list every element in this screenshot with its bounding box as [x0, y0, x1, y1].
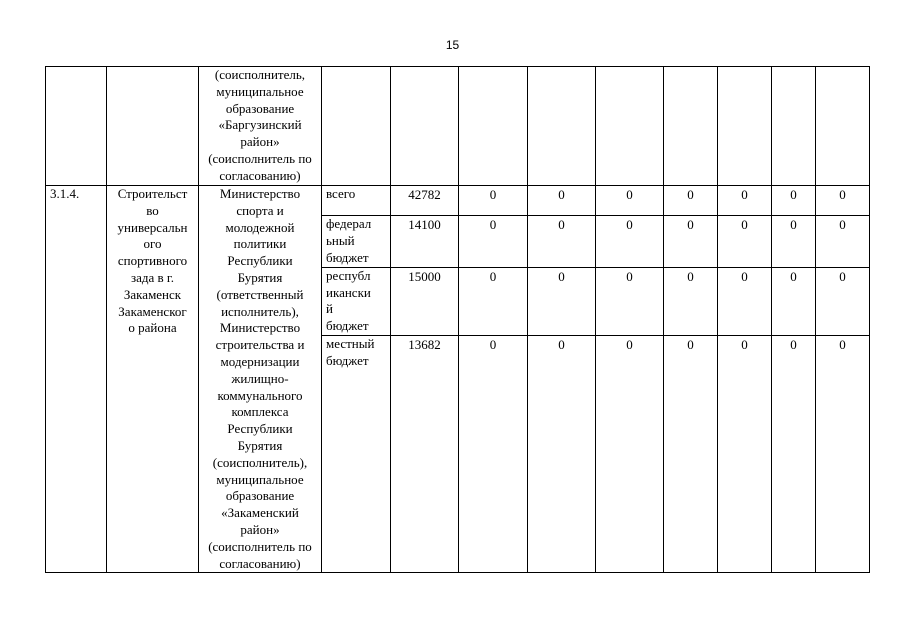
item-executor-cell — [199, 186, 322, 573]
funding-value-cell — [596, 186, 664, 216]
funding-value-cell — [718, 267, 772, 335]
funding-value-cell — [596, 216, 664, 268]
item-number: 3.1.4. — [50, 186, 80, 201]
funding-value-cell — [664, 216, 718, 268]
funding-source: местный бюджет — [326, 336, 375, 369]
cont-year-cell — [459, 67, 528, 186]
funding-value: 0 — [558, 187, 565, 202]
funding-value-cell — [528, 186, 596, 216]
funding-value-cell — [459, 267, 528, 335]
funding-value: 0 — [741, 187, 748, 202]
funding-value-cell — [459, 186, 528, 216]
funding-value: 0 — [839, 337, 846, 353]
item-title-cell — [107, 186, 199, 573]
cont-executor-cell — [199, 67, 322, 186]
funding-value: 0 — [839, 217, 846, 233]
funding-value: 0 — [626, 187, 633, 202]
funding-value: 0 — [687, 217, 694, 233]
funding-value: 0 — [741, 217, 748, 233]
funding-total-cell — [391, 267, 459, 335]
funding-value: 0 — [790, 217, 797, 233]
item-title: Строительст во универсальн ого спортивного зада в г. Закаменск Закаменског о района — [117, 186, 188, 336]
funding-value-cell — [718, 336, 772, 573]
funding-value-cell — [718, 216, 772, 268]
cont-source-cell — [322, 67, 391, 186]
funding-source: республ иканcки й бюджет — [326, 267, 371, 334]
funding-value: 0 — [489, 187, 497, 202]
funding-value-cell — [664, 267, 718, 335]
funding-value-cell — [596, 336, 664, 573]
funding-total: 15000 — [408, 268, 441, 284]
funding-value-cell — [816, 267, 870, 335]
funding-value-cell — [772, 267, 816, 335]
funding-value: 0 — [626, 217, 633, 233]
cont-total-cell — [391, 67, 459, 186]
funding-value-cell — [816, 336, 870, 573]
funding-value: 0 — [558, 268, 565, 284]
funding-value: 0 — [558, 217, 565, 233]
funding-total: 13682 — [408, 337, 441, 353]
funding-value: 0 — [790, 337, 797, 353]
funding-value: 0 — [687, 268, 694, 284]
funding-value: 0 — [626, 268, 633, 284]
funding-value: 0 — [790, 268, 797, 284]
funding-value: 0 — [489, 217, 497, 233]
funding-source-cell — [322, 186, 391, 216]
funding-value: 0 — [489, 337, 497, 353]
funding-value-cell — [528, 216, 596, 268]
budget-table — [45, 66, 870, 573]
funding-value: 0 — [741, 337, 748, 353]
funding-value-cell — [772, 216, 816, 268]
cont-number-cell — [46, 67, 107, 186]
page-number: 15 — [445, 38, 460, 52]
funding-source-cell — [322, 216, 391, 268]
cont-year-cell — [596, 67, 664, 186]
continuation-row — [46, 67, 870, 186]
funding-total-cell — [391, 336, 459, 573]
funding-source-cell — [322, 267, 391, 335]
funding-value-cell — [816, 186, 870, 216]
funding-value-cell — [459, 336, 528, 573]
funding-total: 14100 — [408, 217, 441, 233]
funding-value-cell — [664, 336, 718, 573]
funding-value: 0 — [839, 187, 846, 202]
cont-year-cell — [816, 67, 870, 186]
funding-total-cell — [391, 186, 459, 216]
funding-source: федерал ьный бюджет — [326, 216, 372, 265]
cont-year-cell — [772, 67, 816, 186]
funding-value-cell — [528, 336, 596, 573]
funding-source: всего — [326, 186, 356, 201]
funding-source-cell — [322, 336, 391, 573]
item-number-cell — [46, 186, 107, 573]
funding-value-cell — [596, 267, 664, 335]
funding-value-cell — [772, 336, 816, 573]
cont-year-cell — [664, 67, 718, 186]
funding-total-cell — [391, 216, 459, 268]
funding-value-cell — [816, 216, 870, 268]
funding-row-total — [46, 186, 870, 216]
funding-value: 0 — [790, 187, 797, 202]
funding-value-cell — [528, 267, 596, 335]
cont-year-cell — [718, 67, 772, 186]
funding-value-cell — [664, 186, 718, 216]
funding-value: 0 — [687, 337, 694, 353]
funding-value: 0 — [558, 337, 565, 353]
funding-value: 0 — [741, 268, 748, 284]
cont-title-cell — [107, 67, 199, 186]
funding-value-cell — [459, 216, 528, 268]
funding-total: 42782 — [408, 187, 441, 202]
cont-year-cell — [528, 67, 596, 186]
funding-value: 0 — [687, 187, 694, 202]
funding-value-cell — [718, 186, 772, 216]
cont-executor-text: (соисполнитель, муниципальное образование «Баргузинский район» (соисполнитель по согласованию) — [208, 67, 312, 183]
funding-value: 0 — [839, 268, 846, 284]
item-executor: Министерство спорта и молодежной политики Республики Бурятия (ответственный исполнитель), Министерство строительства и модернизации жилищно- коммунального комплекса Республики Бурятия (соисполнитель), муниципальное образование «Закаменский район» (соисполнитель по согласованию) — [208, 186, 312, 571]
funding-value: 0 — [489, 268, 497, 284]
funding-value-cell — [772, 186, 816, 216]
funding-value: 0 — [626, 337, 633, 353]
